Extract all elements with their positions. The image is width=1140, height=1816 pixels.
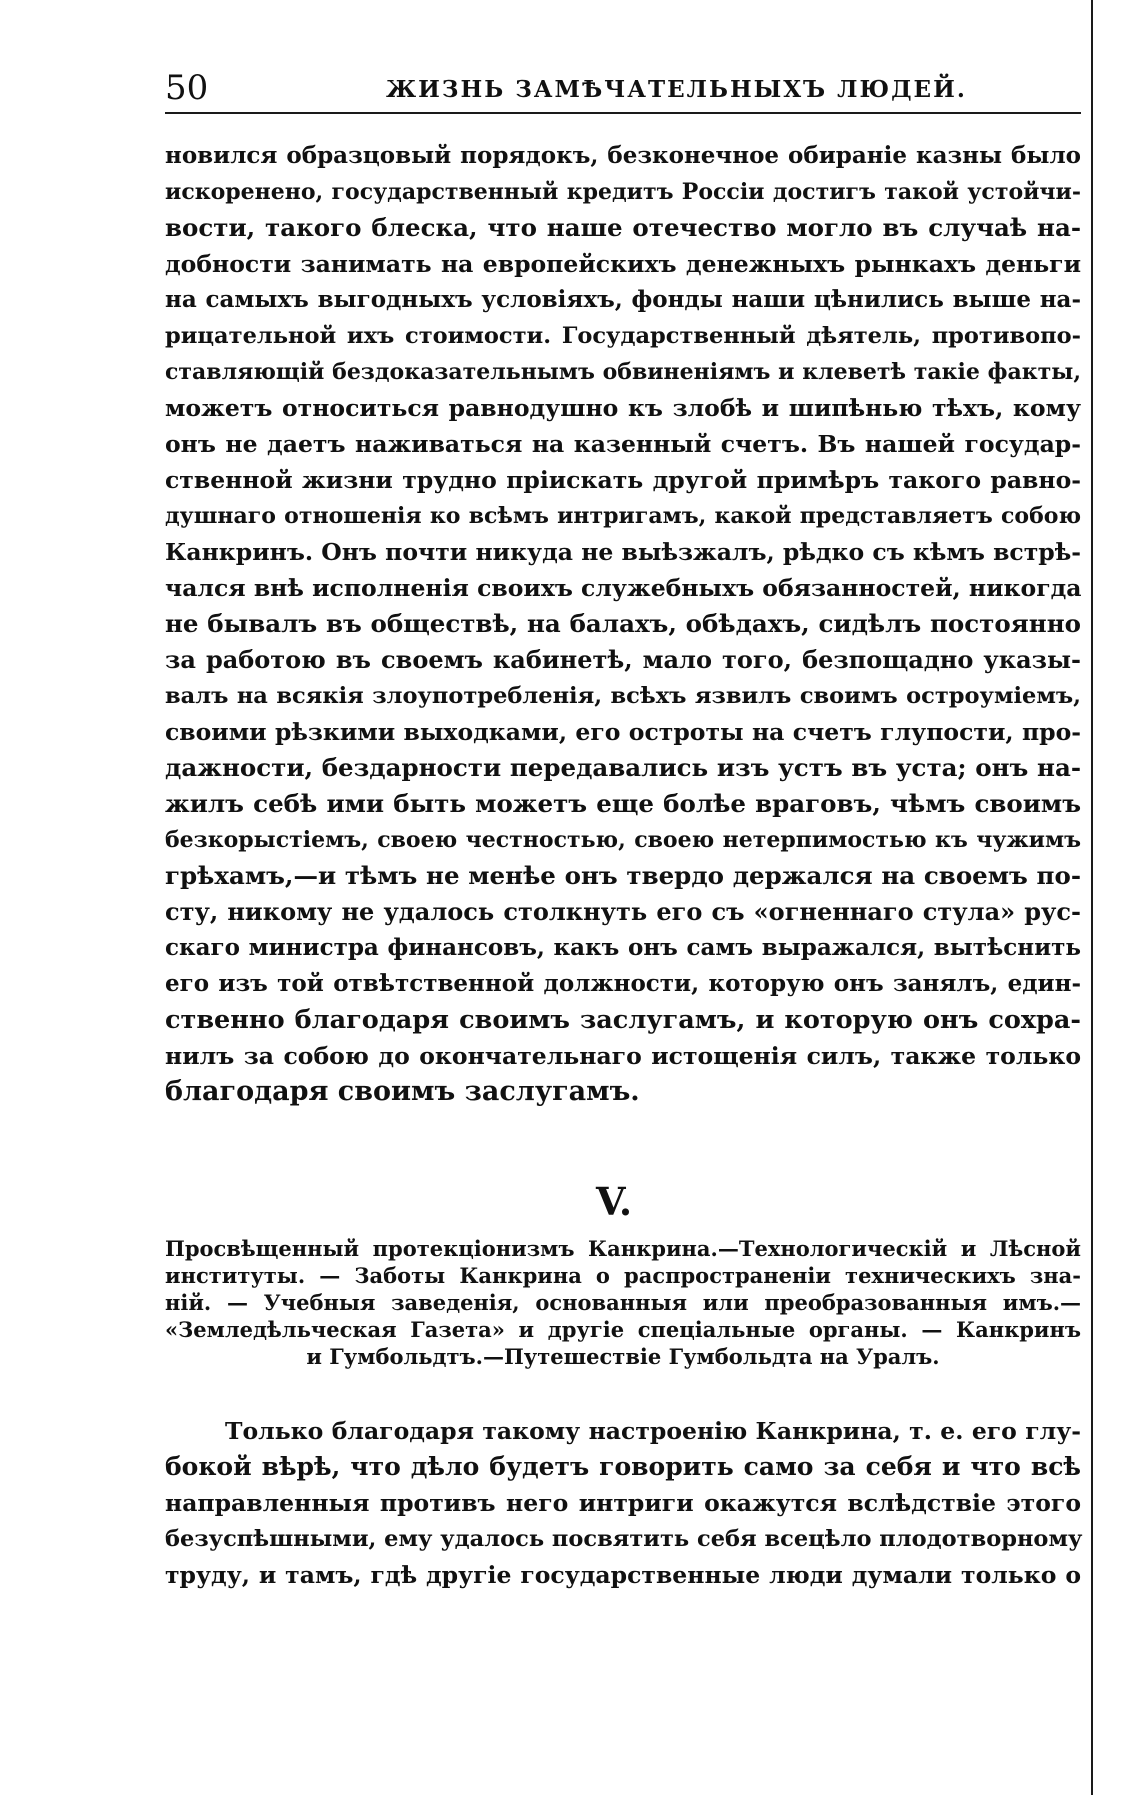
text-line: безкорыстіемъ, своею честностью, своею нетерпимостью къ чужимъ	[165, 827, 1081, 853]
section-number: V.	[596, 1179, 633, 1224]
text-line: жилъ себѣ ими быть можетъ еще болѣе враговъ, чѣмъ своимъ	[165, 789, 1081, 818]
text-line: грѣхамъ,—и тѣмъ не менѣе онъ твердо держался на своемъ по-	[165, 861, 1081, 890]
text-line: на самыхъ выгодныхъ условіяхъ, фонды наши цѣнились выше на-	[165, 286, 1081, 313]
body-text	[165, 138, 1081, 1110]
text-line: его изъ той отвѣтственной должности, которую онъ занялъ, един-	[165, 970, 1081, 997]
summary-line: «Земледѣльческая Газета» и другіе спеціальные органы. — Канкринъ	[165, 1317, 1081, 1342]
text-line: ственно благодаря своимъ заслугамъ, и которую онъ сохра-	[165, 1005, 1081, 1035]
text-line: ставляющій бездоказательнымъ обвиненіямъ и клеветѣ такіе факты,	[165, 359, 1081, 385]
summary-line: институты. — Заботы Канкрина о распространеніи техническихъ зна-	[165, 1263, 1081, 1288]
next-paragraph	[165, 1413, 1081, 1593]
text-line: искоренено, государственный кредитъ Россіи достигъ такой устойчи-	[165, 179, 1081, 205]
page-edge-rule	[1091, 0, 1093, 1795]
text-line: нилъ за собою до окончательнаго истощенія силъ, также только	[165, 1042, 1081, 1070]
text-line: добности занимать на европейскихъ денежныхъ рынкахъ деньги	[165, 250, 1081, 278]
text-line: валъ на всякія злоупотребленія, всѣхъ язвилъ своимъ остроуміемъ,	[165, 683, 1081, 709]
text-line: скаго министра финансовъ, какъ онъ самъ выражался, вытѣснить	[165, 934, 1081, 961]
text-line: за работою въ своемъ кабинетѣ, мало того, безпощадно указы-	[165, 645, 1081, 674]
text-line: бокой вѣрѣ, что дѣло будетъ говорить само за себя и что всѣ	[165, 1452, 1081, 1481]
text-line: сту, никому не удалось столкнуть его съ «огненнаго стула» рус-	[165, 897, 1081, 926]
text-line: безуспѣшными, ему удалось посвятить себя всецѣло плодотворному	[165, 1526, 1083, 1552]
text-line: новился образцовый порядокъ, безконечное обираніе казны было	[165, 142, 1081, 169]
chapter-summary	[165, 1235, 1081, 1370]
text-line: вости, такого блеска, что наше отечество могло въ случаѣ на-	[165, 213, 1081, 242]
summary-line: и Гумбольдтъ.—Путешествіе Гумбольдта на Уралъ.	[306, 1344, 940, 1369]
summary-line: Просвѣщенный протекціонизмъ Канкрина.—Технологическій и Лѣсной	[165, 1236, 1081, 1261]
text-line: своими рѣзкими выходками, его остроты на счетъ глупости, про-	[165, 718, 1081, 746]
text-line: чался внѣ исполненія своихъ служебныхъ обязанностей, никогда	[165, 574, 1082, 602]
running-title: ЖИЗНЬ ЗАМѢЧАТЕЛЬНЫХЪ ЛЮДЕЙ.	[386, 76, 967, 103]
page-number: 50	[165, 68, 209, 108]
header-rule	[165, 112, 1081, 114]
text-line: ственной жизни трудно пріискать другой примѣръ такого равно-	[165, 466, 1081, 494]
text-line: направленныя противъ него интриги окажутся вслѣдствіе этого	[165, 1489, 1081, 1517]
text-line: душнаго отношенія ко всѣмъ интригамъ, какой представляетъ собою	[165, 503, 1081, 529]
text-line: дажности, бездарности передавались изъ устъ въ уста; онъ на-	[165, 753, 1081, 782]
text-line: благодаря своимъ заслугамъ.	[165, 1076, 640, 1107]
text-line: Канкринъ. Онъ почти никуда не выѣзжалъ, рѣдко съ кѣмъ встрѣ-	[165, 538, 1081, 566]
text-line: труду, и тамъ, гдѣ другіе государственные люди думали только о	[165, 1561, 1081, 1589]
summary-line: ній. — Учебныя заведенія, основанныя или преобразованныя имъ.—	[165, 1290, 1081, 1315]
text-line: не бывалъ въ обществѣ, на балахъ, обѣдахъ, сидѣлъ постоянно	[165, 609, 1081, 638]
page-header	[165, 66, 1081, 110]
text-line: можетъ относиться равнодушно къ злобѣ и шипѣнью тѣхъ, кому	[165, 394, 1081, 422]
text-line: онъ не даетъ наживаться на казенный счетъ. Въ нашей государ-	[165, 430, 1081, 458]
text-line: рицательной ихъ стоимости. Государственный дѣятель, противопо-	[165, 323, 1081, 349]
text-line: Только благодаря такому настроенію Канкрина, т. е. его глу-	[225, 1417, 1081, 1445]
